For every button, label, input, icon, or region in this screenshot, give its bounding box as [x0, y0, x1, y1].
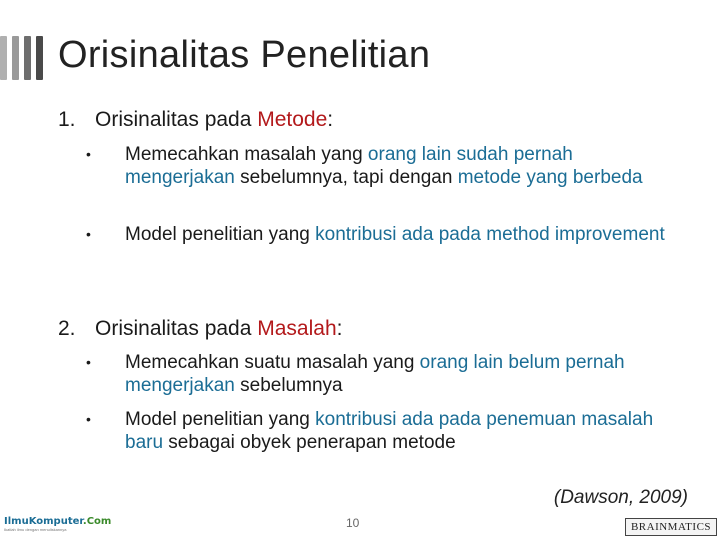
- section-number: 2.: [58, 317, 76, 340]
- text-segment: metode yang berbeda: [457, 167, 643, 188]
- title-accent-bars: [0, 36, 52, 80]
- text-segment: Memecahkan masalah yang: [125, 144, 368, 165]
- text-segment: sebelumnya: [234, 375, 343, 396]
- bullet-text: [125, 408, 665, 454]
- accent-bar: [0, 36, 7, 80]
- accent-bar: [12, 36, 19, 80]
- section-label: Orisinalitas pada: [95, 108, 258, 131]
- text-segment: Model penelitian yang: [125, 409, 316, 430]
- accent-bar: [24, 36, 31, 80]
- text-segment: kontribusi ada pada method improvement: [315, 224, 665, 245]
- bullet-text: [125, 143, 665, 189]
- text-segment: kontribusi ada pada penemuan masalah baru: [125, 409, 654, 453]
- section-highlight: Masalah: [257, 317, 337, 340]
- logo-text: IlmuKomputer: [4, 516, 83, 527]
- bullet-marker: •: [86, 354, 91, 370]
- text-segment: sebelumnya, tapi dengan: [234, 167, 458, 188]
- bullet-marker: •: [86, 146, 91, 162]
- section-suffix: :: [327, 108, 334, 131]
- page-number: 10: [346, 516, 360, 530]
- section-heading-2: [58, 317, 342, 341]
- logo-tagline: Ikatlah ilmu dengan menuliskannya: [4, 527, 67, 532]
- text-segment: orang lain sudah pernah mengerjakan: [125, 144, 573, 188]
- bullet-marker: •: [86, 411, 91, 427]
- text-segment: Memecahkan suatu masalah yang: [125, 352, 420, 373]
- bullet-marker: •: [86, 226, 91, 242]
- slide-title: Orisinalitas Penelitian: [58, 34, 431, 76]
- ilmukomputer-logo: [4, 516, 112, 538]
- section-number: 1.: [58, 108, 76, 131]
- citation: (Dawson, 2009): [553, 487, 688, 508]
- section-highlight: Metode: [257, 108, 328, 131]
- bullet-text: [125, 223, 665, 246]
- text-segment: Model penelitian yang: [125, 224, 316, 245]
- section-suffix: :: [336, 317, 343, 340]
- text-segment: orang lain belum pernah mengerjakan: [125, 352, 625, 396]
- logo-text: .Com: [82, 516, 112, 527]
- bullet-text: [125, 351, 665, 397]
- accent-bar: [36, 36, 43, 80]
- section-heading-1: [58, 108, 333, 132]
- section-label: Orisinalitas pada: [95, 317, 258, 340]
- brainmatics-logo: BRAINMATICS: [625, 518, 717, 536]
- text-segment: sebagai obyek penerapan metode: [163, 432, 456, 453]
